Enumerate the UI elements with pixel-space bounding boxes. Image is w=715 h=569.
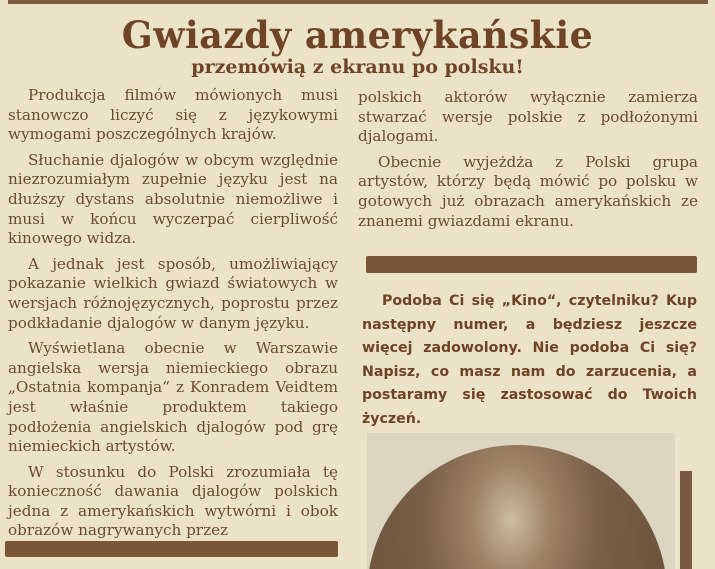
paragraph: Wyświetlana obecnie w Warszawie angielska wersja niemieckiego obrazu „Ostatnia kompanja“ z Konradem Veidtem jest właśnie produktem takiego podłożenia angielskich djalogów pod grę niemieckich artystów. — [8, 339, 338, 456]
portrait-photo — [367, 433, 675, 569]
paragraph: W stosunku do Polski zrozumiała tę konieczność dawania djalogów polskich jedna z amerykańskich wytwórni i obok obrazów nagrywanych przez — [8, 462, 338, 540]
article-left-column — [8, 86, 338, 547]
photo-side-rule — [680, 471, 692, 569]
article-right-column — [358, 88, 698, 237]
paragraph: Produkcja filmów mówionych musi stanowczo liczyć się z językowymi wymogami poszczególnych krajów. — [8, 86, 338, 144]
paragraph-continued: polskich aktorów wyłącznie zamierza stwarzać wersje polskie z podłożonymi djalogami. — [358, 88, 698, 146]
column-end-bar — [5, 541, 338, 557]
top-divider-rule — [8, 0, 708, 4]
paragraph: Obecnie wyjeżdża z Polski grupa artystów, którzy będą mówić po polsku w gotowych już obrazach amerykańskich ze znanemi gwiazdami ekranu. — [358, 152, 698, 230]
article-subheadline: przemówią z ekranu po polsku! — [191, 56, 524, 78]
paragraph: Słuchanie djalogów w obcym względnie niezrozumiałym zupełnie języku jest na dłuższy dystans absolutnie niemożliwe i musi w końcu wyczerpać cierpliwość kinowego widza. — [8, 150, 338, 248]
promo-text: Podoba Ci się „Kino“, czytelniku? Kup następny numer, a będziesz jeszcze więcej zadowolony. Nie podoba Ci się? Napisz, co masz nam do zarzucenia, a postaramy się zastosować do Twoich życzeń. — [362, 293, 697, 427]
photo-hair-shape — [367, 445, 667, 569]
article-headline: Gwiazdy amerykańskie — [121, 13, 594, 57]
paragraph: A jednak jest sposób, umożliwiający pokazanie wielkich gwiazd światowych w wersjach różnojęzycznych, poprostu przez podkładanie djalogów w danym języku. — [8, 254, 338, 332]
reader-promo-box — [362, 290, 697, 431]
section-divider-bar — [366, 256, 697, 273]
